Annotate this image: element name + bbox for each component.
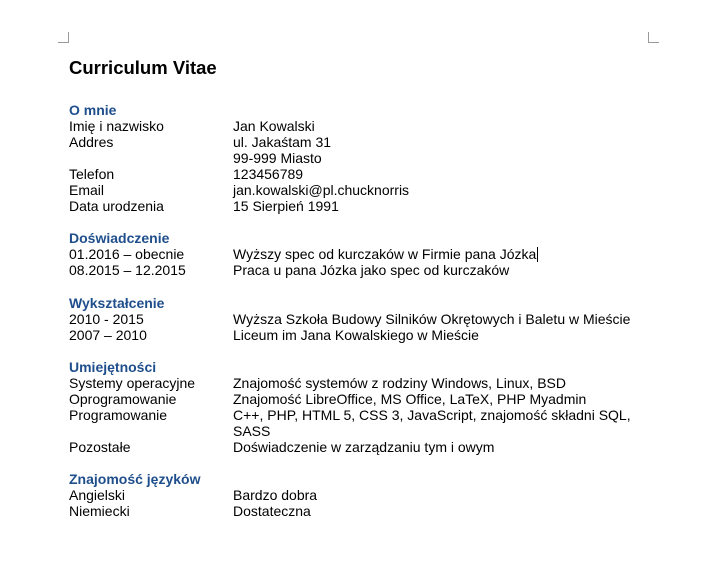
section-heading-languages[interactable]: Znajomość języków (69, 471, 201, 487)
section-about (69, 102, 669, 214)
row-value[interactable]: Wyższy spec od kurczaków w Firmie pana Józka (233, 246, 537, 262)
row-label[interactable]: 01.2016 – obecnie (69, 246, 185, 262)
section-heading-education[interactable]: Wykształcenie (69, 295, 165, 311)
row-value[interactable]: Liceum im Jana Kowalskiego w Mieście (233, 327, 479, 343)
row-label[interactable]: Oprogramowanie (69, 391, 177, 407)
row-value[interactable]: Jan Kowalski (233, 118, 315, 134)
row-label[interactable]: Programowanie (69, 407, 168, 423)
row-label[interactable] (69, 150, 233, 166)
row-label[interactable]: Angielski (69, 487, 126, 503)
row-value[interactable]: 123456789 (233, 166, 304, 182)
page-corner-marker-top-left (58, 32, 69, 43)
row-value[interactable]: Doświadczenie w zarządzaniu tym i owym (233, 439, 495, 455)
row-value[interactable]: Bardzo dobra (233, 487, 318, 503)
row-label[interactable]: 08.2015 – 12.2015 (69, 262, 186, 278)
section-heading-experience[interactable]: Doświadczenie (69, 230, 170, 246)
row-label[interactable]: Pozostałe (69, 439, 131, 455)
row-value[interactable]: Znajomość LibreOffice, MS Office, LaTeX, PHP Myadmin (233, 391, 587, 407)
row-label[interactable]: Telefon (69, 166, 115, 182)
language-row (69, 487, 669, 503)
skills-row (69, 407, 669, 439)
skills-row (69, 439, 669, 455)
info-row-name (69, 118, 669, 134)
row-value[interactable]: Dostateczna (233, 503, 311, 519)
row-label[interactable]: Data urodzenia (69, 198, 164, 214)
skills-row (69, 391, 669, 407)
row-label[interactable]: Imię i nazwisko (69, 118, 164, 134)
row-value[interactable]: Znajomość systemów z rodziny Windows, Linux, BSD (233, 375, 566, 391)
row-value[interactable]: C++, PHP, HTML 5, CSS 3, JavaScript, znajomość składni SQL, SASS (233, 407, 631, 439)
info-row-email (69, 182, 669, 198)
section-languages (69, 471, 669, 519)
info-row-phone (69, 166, 669, 182)
page-corner-marker-top-right (648, 32, 659, 43)
row-value[interactable]: 99-999 Miasto (233, 150, 322, 166)
row-label[interactable]: Email (69, 182, 105, 198)
info-row-address (69, 134, 669, 150)
section-skills (69, 359, 669, 455)
row-label[interactable]: Addres (69, 134, 114, 150)
row-value-with-cursor[interactable] (233, 246, 653, 262)
row-value[interactable]: ul. Jakaśtam 31 (233, 134, 332, 150)
row-label[interactable]: 2007 – 2010 (69, 327, 147, 343)
row-label[interactable]: Systemy operacyjne (69, 375, 196, 391)
info-row-birthdate (69, 198, 669, 214)
row-value[interactable]: Wyższa Szkoła Budowy Silników Okrętowych i Baletu w Mieście (233, 311, 631, 327)
experience-row (69, 246, 669, 262)
row-value[interactable]: 15 Sierpień 1991 (233, 198, 339, 214)
row-label[interactable]: Niemiecki (69, 503, 130, 519)
experience-row (69, 262, 669, 278)
language-row (69, 503, 669, 519)
row-value[interactable]: jan.kowalski@pl.chucknorris (233, 182, 410, 198)
info-row-address-city (69, 150, 669, 166)
section-experience (69, 230, 669, 278)
section-heading-about[interactable]: O mnie (69, 102, 117, 118)
row-value[interactable]: Praca u pana Józka jako spec od kurczaków (233, 262, 510, 278)
row-label[interactable]: 2010 - 2015 (69, 311, 144, 327)
section-heading-skills[interactable]: Umiejętności (69, 359, 157, 375)
education-row (69, 327, 669, 343)
section-education (69, 295, 669, 343)
document-title[interactable]: Curriculum Vitae (69, 57, 217, 78)
skills-row (69, 375, 669, 391)
education-row (69, 311, 669, 327)
text-cursor (537, 247, 538, 262)
